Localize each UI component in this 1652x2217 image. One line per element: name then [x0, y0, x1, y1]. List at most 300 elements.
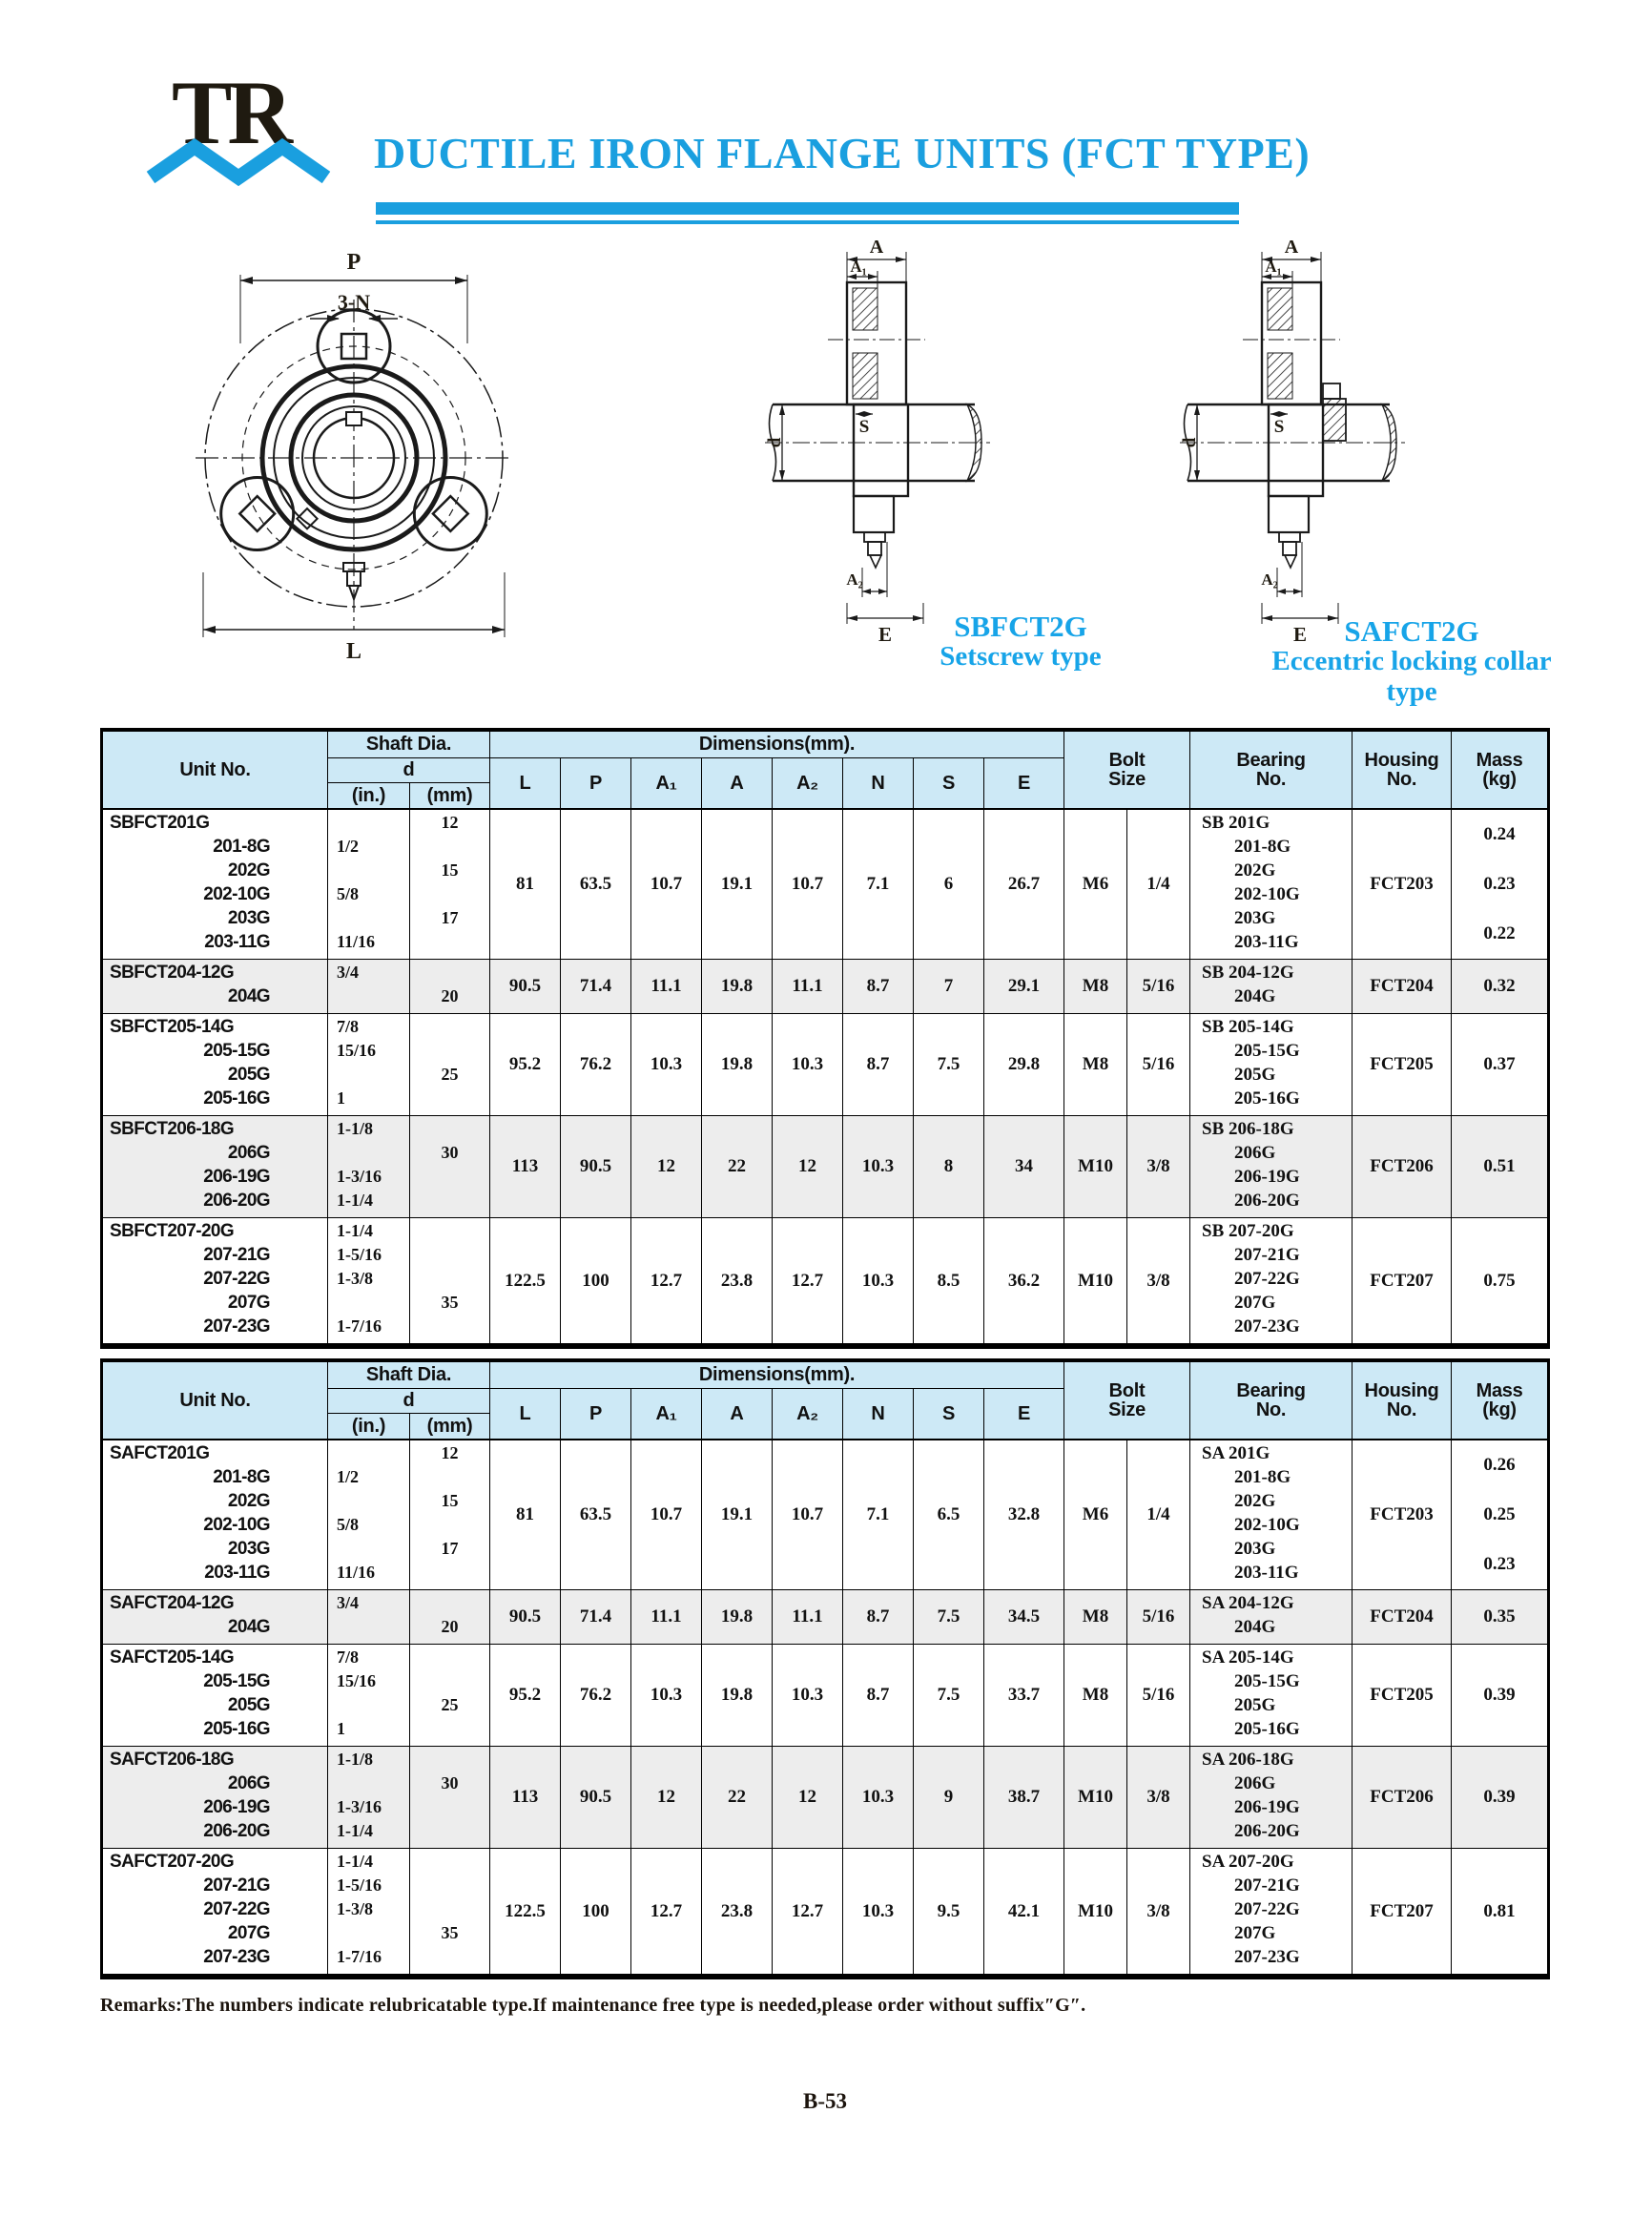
bolt-metric-cell: M6	[1064, 810, 1127, 959]
dim-label-s: S	[858, 417, 870, 437]
in-lines	[328, 1218, 409, 1343]
shaft-mm-cell	[410, 1645, 490, 1746]
shaft-mm-value	[410, 1269, 489, 1293]
bolt-inch-cell: 3/8	[1127, 1218, 1190, 1343]
housing-cell: FCT207	[1353, 1849, 1452, 1974]
dim-label-l: L	[345, 639, 362, 664]
unit-number: 207G	[227, 1293, 270, 1313]
header-dim-1-label: L	[519, 1402, 531, 1424]
dim-value-E: 26.7	[984, 810, 1064, 959]
shaft-mm-value: 25	[441, 1695, 459, 1714]
header-dim-1	[490, 758, 561, 808]
dim-value-N: 8.7	[843, 1590, 914, 1644]
dim-label-a1: A₁	[1265, 258, 1282, 276]
bearing-number: 202G	[1234, 860, 1276, 881]
dim-value-E: 29.8	[984, 1014, 1064, 1115]
dim-value-A: 22	[702, 1116, 773, 1217]
table-header-row	[103, 732, 1547, 810]
shaft-in-value: 1	[337, 1719, 345, 1738]
dim-value-E: 38.7	[984, 1747, 1064, 1848]
shaft-mm-cell	[410, 1747, 490, 1848]
unit-number: 202-10G	[203, 1515, 270, 1535]
dim-value-S: 9.5	[914, 1849, 984, 1974]
bolt-inch-cell: 3/8	[1127, 1116, 1190, 1217]
bearing-number: 205-15G	[1234, 1671, 1300, 1691]
mass-value: 0.51	[1483, 1156, 1516, 1176]
header-d-label: d	[403, 1390, 415, 1412]
header-dimensions-label: Dimensions(mm).	[698, 734, 856, 756]
bearing-number: SA 207-20G	[1202, 1852, 1294, 1872]
mass-cell	[1452, 1014, 1547, 1115]
header-dim-4	[702, 758, 773, 808]
bearing-number: 207-23G	[1234, 1316, 1300, 1336]
bolt-metric-cell: M10	[1064, 1747, 1127, 1848]
bearing-cell	[1190, 1590, 1353, 1644]
header-dim-3	[631, 758, 702, 808]
header-unit-no-label: Unit No.	[179, 1389, 251, 1411]
shaft-mm-value	[410, 1899, 489, 1923]
dim-value-A: 19.1	[702, 1440, 773, 1589]
dim-value-A: 12.7	[631, 1849, 702, 1974]
unit-number: SBFCT205-14G	[110, 1017, 235, 1037]
dim-value-A: 10.3	[631, 1645, 702, 1746]
header-bolt-size-label: Bolt Size	[1108, 749, 1146, 790]
mm-lines	[410, 960, 489, 1013]
header-shaft-dia-label: Shaft Dia.	[365, 1364, 452, 1386]
unit-cell	[103, 1116, 328, 1217]
header-shaft-dia-label: Shaft Dia.	[365, 734, 452, 756]
shaft-mm-cell	[410, 1849, 490, 1974]
mass-value: 0.75	[1483, 1270, 1516, 1291]
mm-lines	[410, 1440, 489, 1589]
dim-value-A: 12	[631, 1747, 702, 1848]
header-dim-1	[490, 1389, 561, 1439]
dim-value-N: 8.7	[843, 1645, 914, 1746]
mass-value: 0.39	[1483, 1685, 1516, 1705]
bearing-number: 204G	[1234, 1617, 1276, 1637]
mass-value: 0.23	[1483, 1554, 1516, 1574]
mass-value: 0.22	[1483, 923, 1516, 943]
unit-number: SBFCT207-20G	[110, 1221, 235, 1241]
shaft-mm-value	[410, 1671, 489, 1695]
bearing-number: SB 201G	[1202, 813, 1270, 833]
in-lines	[328, 960, 409, 1013]
unit-number: 204G	[227, 986, 270, 1006]
in-lines	[328, 1014, 409, 1115]
header-dim-3-label: A₁	[655, 1402, 677, 1424]
unit-number: 203G	[227, 1539, 270, 1559]
bearing-cell	[1190, 1116, 1353, 1217]
unit-cell	[103, 1014, 328, 1115]
dim-value-A: 11.1	[631, 960, 702, 1013]
bearing-cell	[1190, 810, 1353, 959]
unit-lines	[110, 1440, 270, 1589]
bolt-metric-cell: M8	[1064, 1014, 1127, 1115]
dim-value-P: 63.5	[561, 810, 631, 959]
unit-number: 205-16G	[203, 1719, 270, 1739]
dim-value-A: 12	[773, 1747, 843, 1848]
tr-logo	[139, 59, 378, 188]
shaft-mm-value	[410, 1821, 489, 1845]
dim-value-N: 10.3	[843, 1218, 914, 1343]
dim-value-S: 7.5	[914, 1645, 984, 1746]
shaft-in-value: 11/16	[337, 932, 376, 951]
bearing-number: SA 205-14G	[1202, 1647, 1294, 1668]
unit-number: 201-8G	[213, 837, 270, 857]
dim-value-E: 34.5	[984, 1590, 1064, 1644]
unit-number: 202-10G	[203, 884, 270, 904]
dim-value-S: 8.5	[914, 1218, 984, 1343]
shaft-mm-value	[410, 1515, 489, 1539]
dim-value-N: 7.1	[843, 1440, 914, 1589]
shaft-in-value	[328, 1923, 409, 1947]
dim-value-S: 7.5	[914, 1590, 984, 1644]
dim-value-A: 10.7	[773, 810, 843, 959]
shaft-mm-cell	[410, 1116, 490, 1217]
table-row-group	[103, 1115, 1547, 1217]
bearing-number: 207-23G	[1234, 1947, 1300, 1967]
unit-number: 205-15G	[203, 1041, 270, 1061]
dim-value-A: 10.3	[773, 1645, 843, 1746]
header-dim-8-label: E	[1017, 772, 1031, 794]
dim-label-s: S	[1273, 417, 1285, 437]
bolt-metric-cell: M8	[1064, 960, 1127, 1013]
in-lines	[328, 1747, 409, 1848]
header-dimensions-label: Dimensions(mm).	[698, 1364, 856, 1386]
mass-cell	[1452, 1849, 1547, 1974]
dim-label-a2: A₂	[846, 570, 863, 589]
mass-cell	[1452, 1590, 1547, 1644]
mass-value: 0.24	[1483, 824, 1516, 844]
in-lines	[328, 1116, 409, 1217]
shaft-mm-value	[410, 1719, 489, 1743]
shaft-mm-value	[410, 1563, 489, 1586]
unit-number: 206-20G	[203, 1191, 270, 1211]
table-row-group	[103, 959, 1547, 1013]
in-lines	[328, 1645, 409, 1746]
bearing-number: 207G	[1234, 1293, 1276, 1313]
table-row-group	[103, 1848, 1547, 1974]
shaft-in-cell	[328, 1014, 410, 1115]
shaft-in-value	[328, 1773, 409, 1797]
bearing-number: 202G	[1234, 1491, 1276, 1511]
mass-value: 0.25	[1483, 1504, 1516, 1524]
bolt-inch-cell: 5/16	[1127, 960, 1190, 1013]
header-dim-2-label: P	[589, 1402, 603, 1424]
table-row-group	[103, 1746, 1547, 1848]
unit-number: 203-11G	[204, 1563, 270, 1583]
dim-value-A: 11.1	[773, 960, 843, 1013]
bearing-cell	[1190, 1014, 1353, 1115]
table-safct	[100, 1358, 1550, 1979]
dim-value-E: 34	[984, 1116, 1064, 1217]
bolt-metric-cell: M6	[1064, 1440, 1127, 1589]
shaft-in-value	[328, 986, 409, 1010]
bearing-number: 207-22G	[1234, 1899, 1300, 1919]
shaft-in-value: 11/16	[337, 1563, 376, 1582]
shaft-in-cell	[328, 1218, 410, 1343]
housing-cell: FCT203	[1353, 1440, 1452, 1589]
housing-cell: FCT203	[1353, 810, 1452, 959]
header-in	[328, 783, 410, 808]
bolt-inch-cell: 1/4	[1127, 1440, 1190, 1589]
shaft-in-cell	[328, 1440, 410, 1589]
dim-value-A: 12	[631, 1116, 702, 1217]
unit-number: 207G	[227, 1923, 270, 1943]
dim-value-L: 122.5	[490, 1849, 561, 1974]
dim-value-A: 12.7	[773, 1218, 843, 1343]
header-dim-8	[984, 758, 1064, 808]
bearing-number: SA 206-18G	[1202, 1750, 1294, 1770]
shaft-in-value: 15/16	[337, 1671, 377, 1690]
shaft-in-value: 7/8	[337, 1647, 360, 1667]
shaft-in-value: 1-5/16	[337, 1875, 382, 1895]
bearing-number: 203-11G	[1234, 1563, 1299, 1583]
bearing-number: 204G	[1234, 986, 1276, 1006]
header-unit-no-label: Unit No.	[179, 758, 251, 780]
unit-number: SAFCT205-14G	[110, 1647, 235, 1668]
unit-number: 201-8G	[213, 1467, 270, 1487]
header-mm-label: (mm)	[426, 1415, 473, 1437]
header-bolt-size-label: Bolt Size	[1108, 1379, 1146, 1420]
bearing-number: 207G	[1234, 1923, 1276, 1943]
dim-value-A: 19.1	[702, 810, 773, 959]
bearing-number: 205G	[1234, 1695, 1276, 1715]
dim-value-A: 11.1	[631, 1590, 702, 1644]
shaft-mm-value	[410, 1593, 489, 1617]
unit-number: SAFCT204-12G	[110, 1593, 235, 1613]
header-bolt-size	[1064, 1362, 1190, 1439]
header-d-label: d	[403, 759, 415, 781]
header-housing-no	[1353, 732, 1452, 808]
bearing-lines	[1190, 1849, 1352, 1974]
caption-safct-type: Eccentric locking collar type	[1271, 646, 1552, 707]
header-dim-6	[843, 758, 914, 808]
dim-label-p: P	[346, 250, 361, 275]
shaft-mm-value	[410, 1647, 489, 1671]
shaft-in-value	[328, 1695, 409, 1719]
dim-value-S: 6	[914, 810, 984, 959]
dim-value-E: 29.1	[984, 960, 1064, 1013]
unit-cell	[103, 1440, 328, 1589]
bearing-number: 203G	[1234, 1539, 1276, 1559]
shaft-mm-value	[410, 1119, 489, 1143]
bearing-number: SB 204-12G	[1202, 963, 1294, 983]
shaft-in-value: 1	[337, 1088, 345, 1108]
shaft-in-value: 3/4	[337, 1593, 360, 1612]
shaft-in-cell	[328, 1116, 410, 1217]
dim-label-e: E	[1292, 623, 1308, 646]
page-title: DUCTILE IRON FLANGE UNITS (FCT TYPE)	[374, 129, 1311, 177]
dim-value-P: 76.2	[561, 1645, 631, 1746]
table-row-group	[103, 810, 1547, 959]
shaft-in-value: 1-5/16	[337, 1245, 382, 1264]
shaft-mm-value	[410, 1041, 489, 1065]
mass-value: 0.23	[1483, 874, 1516, 894]
bearing-number: 203-11G	[1234, 932, 1299, 952]
header-dim-4-label: A	[730, 1402, 744, 1424]
front-view-drawing	[186, 237, 522, 664]
shaft-in-value: 1/2	[337, 1467, 360, 1486]
shaft-in-value	[328, 1443, 409, 1467]
unit-number: 207-23G	[203, 1947, 270, 1967]
bearing-cell	[1190, 1645, 1353, 1746]
dim-value-A: 19.8	[702, 960, 773, 1013]
dim-value-P: 100	[561, 1849, 631, 1974]
shaft-in-value: 1/2	[337, 837, 360, 856]
dim-value-N: 10.3	[843, 1116, 914, 1217]
dim-value-S: 7	[914, 960, 984, 1013]
shaft-mm-value: 35	[441, 1923, 459, 1942]
unit-lines	[110, 1014, 270, 1115]
shaft-mm-value	[410, 1797, 489, 1821]
unit-cell	[103, 1849, 328, 1974]
dim-value-P: 90.5	[561, 1116, 631, 1217]
caption-sbfct	[887, 611, 1154, 673]
dim-value-N: 7.1	[843, 810, 914, 959]
header-dim-8	[984, 1389, 1064, 1439]
bearing-lines	[1190, 1590, 1352, 1644]
bolt-inch-cell: 5/16	[1127, 1590, 1190, 1644]
housing-cell: FCT206	[1353, 1116, 1452, 1217]
dim-value-P: 71.4	[561, 1590, 631, 1644]
dim-value-P: 100	[561, 1218, 631, 1343]
dim-value-S: 9	[914, 1747, 984, 1848]
bearing-lines	[1190, 1218, 1352, 1343]
shaft-in-value	[328, 1143, 409, 1167]
shaft-in-value	[328, 1491, 409, 1515]
logo-text: TR	[172, 62, 288, 163]
unit-number: 207-23G	[203, 1316, 270, 1336]
unit-number: 202G	[227, 1491, 270, 1511]
mass-cell	[1452, 1440, 1547, 1589]
bearing-number: 206-20G	[1234, 1191, 1300, 1211]
dim-value-E: 42.1	[984, 1849, 1064, 1974]
shaft-in-cell	[328, 1849, 410, 1974]
mm-lines	[410, 1014, 489, 1115]
dim-label-a: A	[1284, 240, 1299, 258]
mm-lines	[410, 1218, 489, 1343]
shaft-in-value: 1-1/4	[337, 1821, 373, 1840]
bolt-metric-cell: M8	[1064, 1590, 1127, 1644]
dim-value-L: 122.5	[490, 1218, 561, 1343]
bearing-number: 201-8G	[1234, 837, 1291, 857]
bearing-lines	[1190, 1645, 1352, 1746]
caption-sbfct-model: SBFCT2G	[954, 610, 1087, 643]
header-housing-no-label: Housing No.	[1364, 749, 1439, 790]
header-mass	[1452, 1362, 1547, 1439]
header-bearing-no-label: Bearing No.	[1236, 1379, 1306, 1420]
header-mass-label: Mass (kg)	[1476, 749, 1523, 790]
header-housing-no-label: Housing No.	[1364, 1379, 1439, 1420]
unit-number: 206-20G	[203, 1821, 270, 1841]
mass-value: 0.37	[1483, 1054, 1516, 1074]
unit-number: 205G	[227, 1065, 270, 1085]
shaft-mm-value	[410, 1467, 489, 1491]
header-dim-5-label: A₂	[796, 772, 818, 794]
header-dim-2-label: P	[589, 772, 603, 794]
header-dim-7-label: S	[941, 772, 956, 794]
dim-value-S: 8	[914, 1116, 984, 1217]
shaft-mm-cell	[410, 1440, 490, 1589]
header-mm	[410, 783, 490, 808]
header-shaft-dia	[328, 1362, 490, 1389]
dim-value-P: 76.2	[561, 1014, 631, 1115]
shaft-in-cell	[328, 1747, 410, 1848]
header-dim-5	[773, 1389, 843, 1439]
in-lines	[328, 810, 409, 959]
header-dim-6	[843, 1389, 914, 1439]
dim-value-A: 10.7	[631, 1440, 702, 1589]
dim-value-N: 10.3	[843, 1747, 914, 1848]
remarks-text: Remarks:The numbers indicate relubricatable type.If maintenance free type is needed,please order without suffix″G″.	[100, 1995, 1086, 2016]
shaft-in-value	[328, 860, 409, 884]
header-dim-3-label: A₁	[655, 772, 677, 794]
shaft-mm-value	[410, 1875, 489, 1899]
shaft-mm-cell	[410, 960, 490, 1013]
caption-safct-model: SAFCT2G	[1344, 614, 1479, 648]
bolt-metric-cell: M10	[1064, 1849, 1127, 1974]
shaft-mm-value	[410, 1947, 489, 1971]
dim-value-E: 32.8	[984, 1440, 1064, 1589]
unit-cell	[103, 1645, 328, 1746]
header-mm-label: (mm)	[426, 784, 473, 806]
header-dim-5-label: A₂	[796, 1402, 818, 1424]
unit-number: SAFCT201G	[110, 1443, 210, 1463]
table-row-group	[103, 1440, 1547, 1589]
shaft-mm-value: 20	[441, 986, 459, 1005]
unit-number: 204G	[227, 1617, 270, 1637]
shaft-in-value: 15/16	[337, 1041, 377, 1060]
dim-value-A: 23.8	[702, 1218, 773, 1343]
unit-lines	[110, 1116, 270, 1217]
tables-area	[100, 728, 1559, 2017]
shaft-mm-value	[410, 1017, 489, 1041]
bolt-inch-cell: 3/8	[1127, 1849, 1190, 1974]
mass-value: 0.32	[1483, 976, 1516, 996]
dim-value-L: 90.5	[490, 960, 561, 1013]
unit-number: 207-22G	[203, 1269, 270, 1289]
dim-value-A: 10.3	[631, 1014, 702, 1115]
bearing-number: SA 204-12G	[1202, 1593, 1294, 1613]
shaft-mm-value: 30	[441, 1143, 459, 1162]
header-in-label: (in.)	[351, 784, 386, 806]
dim-value-L: 95.2	[490, 1645, 561, 1746]
bolt-metric-cell: M10	[1064, 1218, 1127, 1343]
dim-value-N: 10.3	[843, 1849, 914, 1974]
header-dim-2	[561, 758, 631, 808]
page-number: B-53	[803, 2089, 847, 2113]
bearing-number: SB 207-20G	[1202, 1221, 1294, 1241]
bearing-number: 205G	[1234, 1065, 1276, 1085]
dim-label-e: E	[878, 623, 893, 646]
table-row-group	[103, 1217, 1547, 1343]
bearing-cell	[1190, 1849, 1353, 1974]
dim-value-L: 113	[490, 1747, 561, 1848]
shaft-mm-value: 15	[441, 1491, 459, 1510]
unit-cell	[103, 1218, 328, 1343]
shaft-in-cell	[328, 1645, 410, 1746]
shaft-mm-value	[410, 1191, 489, 1214]
bearing-number: 206G	[1234, 1773, 1276, 1793]
header-dim-7-label: S	[941, 1402, 956, 1424]
header-dimensions	[490, 732, 1064, 758]
mm-lines	[410, 1116, 489, 1217]
caption-sbfct-type: Setscrew type	[940, 641, 1102, 673]
header-dim-8-label: E	[1017, 1402, 1031, 1424]
bolt-metric-cell: M10	[1064, 1116, 1127, 1217]
shaft-mm-value: 25	[441, 1065, 459, 1084]
